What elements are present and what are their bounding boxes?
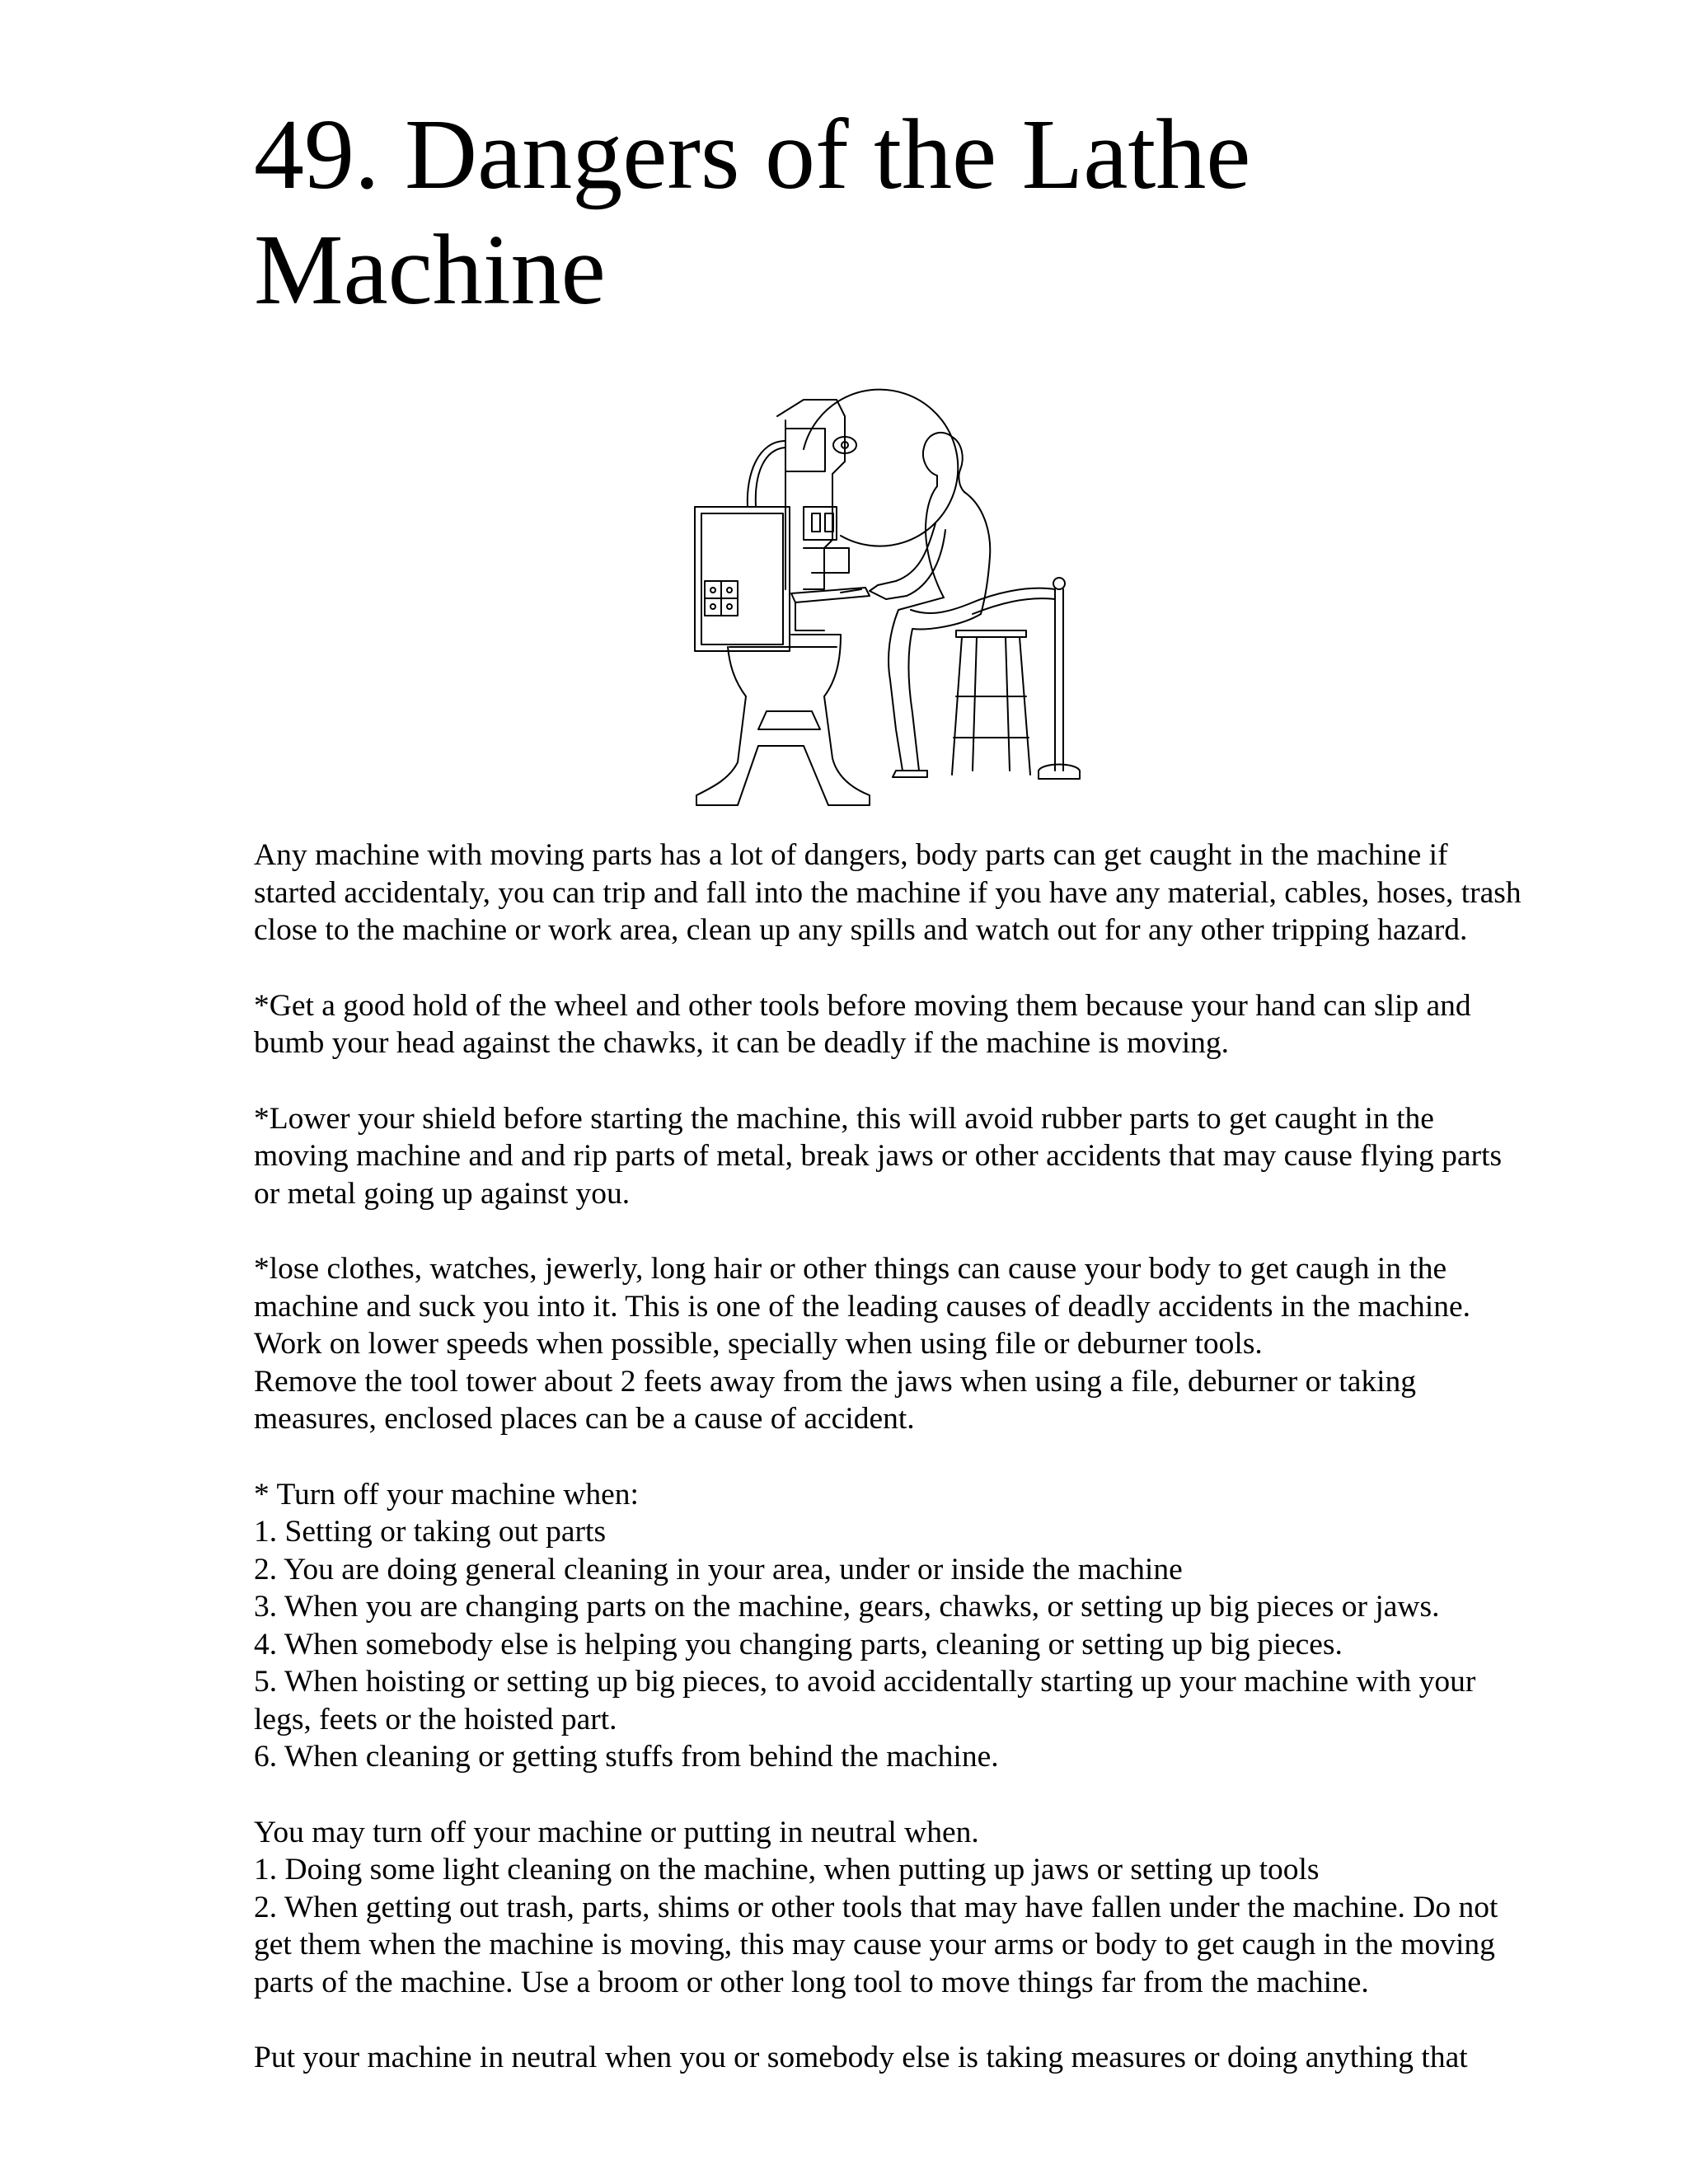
text-line: Any machine with moving parts has a lot of dangers, body parts can get caught in the machine if bbox=[254, 838, 1448, 872]
paragraph bbox=[254, 1814, 1614, 2002]
body-text bbox=[254, 837, 1614, 2115]
text-line: *Lower your shield before starting the machine, this will avoid rubber parts to get caught in the bbox=[254, 1101, 1434, 1136]
page-title bbox=[254, 97, 1573, 328]
text-line: machine and suck you into it. This is one of the leading causes of deadly accidents in the machine. bbox=[254, 1289, 1470, 1324]
paragraph bbox=[254, 837, 1614, 949]
text-line: bumb your head against the chawks, it can be deadly if the machine is moving. bbox=[254, 1026, 1230, 1060]
text-line: get them when the machine is moving, this may cause your arms or body to get caugh in the moving bbox=[254, 1928, 1495, 1961]
list-item: 6. When cleaning or getting stuffs from behind the machine. bbox=[254, 1740, 999, 1774]
text-line: *lose clothes, watches, jewerly, long hair or other things can cause your body to get caugh in the bbox=[254, 1252, 1447, 1286]
list-item: 5. When hoisting or setting up big pieces, to avoid accidentally starting up your machine with your bbox=[254, 1665, 1476, 1699]
list-item: 2. You are doing general cleaning in your area, under or inside the machine bbox=[254, 1552, 1183, 1586]
page-title-line: 49. Dangers of the Lathe bbox=[254, 99, 1251, 210]
list-item: 4. When somebody else is helping you changing parts, cleaning or setting up big pieces. bbox=[254, 1627, 1343, 1661]
page-title-line: Machine bbox=[254, 214, 606, 326]
text-line: moving machine and and rip parts of metal, break jaws or other accidents that may cause flying parts bbox=[254, 1139, 1503, 1173]
text-line: * Turn off your machine when: bbox=[254, 1477, 639, 1511]
paragraph bbox=[254, 2039, 1614, 2077]
paragraph bbox=[254, 987, 1614, 1062]
machine-operator-illustration bbox=[680, 383, 1084, 812]
paragraph bbox=[254, 1250, 1614, 1438]
text-line: or metal going up against you. bbox=[254, 1176, 631, 1211]
text-line: parts of the machine. Use a broom or other long tool to move things far from the machine. bbox=[254, 1965, 1369, 1999]
text-line: You may turn off your machine or putting in neutral when. bbox=[254, 1815, 979, 1849]
list-item: 1. Setting or taking out parts bbox=[254, 1515, 607, 1549]
text-line: *Get a good hold of the wheel and other tools before moving them because your hand can slip and bbox=[254, 988, 1471, 1023]
list-item: 1. Doing some light cleaning on the machine, when putting up jaws or setting up tools bbox=[254, 1853, 1320, 1886]
text-line: Remove the tool tower about 2 feets away from the jaws when using a file, deburner or taking bbox=[254, 1364, 1417, 1399]
list-item: 3. When you are changing parts on the machine, gears, chawks, or setting up big pieces or jaws. bbox=[254, 1590, 1440, 1624]
paragraph bbox=[254, 1476, 1614, 1776]
text-line: Put your machine in neutral when you or somebody else is taking measures or doing anything that bbox=[254, 2041, 1468, 2074]
text-line: Work on lower speeds when possible, specially when using file or deburner tools. bbox=[254, 1327, 1263, 1361]
text-line: measures, enclosed places can be a cause of accident. bbox=[254, 1402, 915, 1436]
text-line: legs, feets or the hoisted part. bbox=[254, 1702, 617, 1736]
paragraph bbox=[254, 1100, 1614, 1213]
text-line: started accidentaly, you can trip and fall into the machine if you have any material, cables, hoses, trash bbox=[254, 875, 1522, 910]
list-item: 2. When getting out trash, parts, shims or other tools that may have fallen under the machine. Do not bbox=[254, 1890, 1498, 1924]
text-line: close to the machine or work area, clean up any spills and watch out for any other tripping hazard. bbox=[254, 913, 1468, 947]
